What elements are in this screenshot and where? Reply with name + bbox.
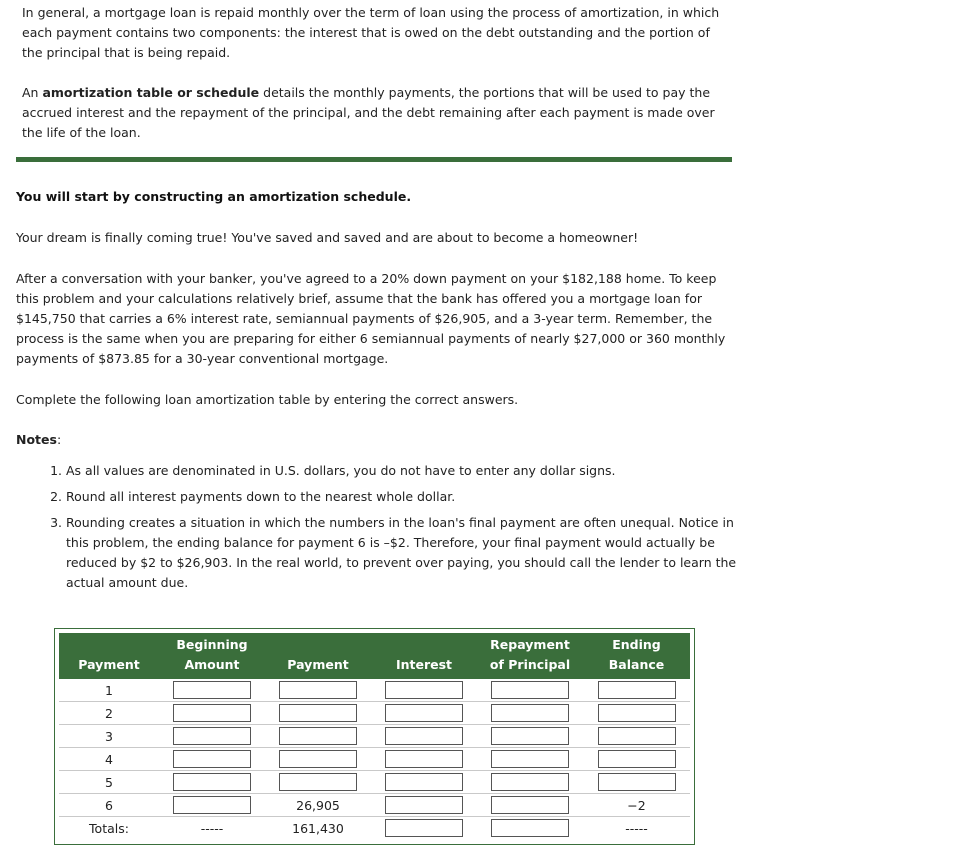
repayment-cell: [477, 679, 583, 702]
repayment-cell: [477, 725, 583, 748]
payment-cell: [265, 748, 371, 771]
payment-cell: [265, 702, 371, 725]
payment-cell: [265, 679, 371, 702]
totals-ending-dashes: -----: [625, 820, 648, 836]
intro-paragraph-2: [22, 83, 722, 143]
table-row: [59, 679, 690, 702]
intro-paragraph-1: In general, a mortgage loan is repaid monthly over the term of loan using the process of amortization, in which each payment contains two components: the interest that is owed on the debt outstanding and the portion of the principal that is being repaid.: [22, 5, 720, 60]
ending-balance-input[interactable]: [598, 773, 676, 791]
beginning-amount-input[interactable]: [173, 796, 251, 814]
totals-interest-input[interactable]: [385, 819, 463, 837]
ending-balance-input[interactable]: [598, 681, 676, 699]
instruction-paragraph: Complete the following loan amortization table by entering the correct answers.: [16, 392, 519, 407]
notes-heading: [16, 430, 61, 450]
payment-number: 5: [59, 771, 159, 794]
payment-number: 6: [59, 794, 159, 817]
header-repayment-line2: of Principal: [489, 657, 571, 672]
beginning-amount-input[interactable]: [173, 773, 251, 791]
ending-balance-cell: [583, 702, 690, 725]
intro-p2-prefix: An: [22, 85, 43, 100]
table-header-row: [59, 633, 690, 679]
beginning-amount-cell: [159, 725, 265, 748]
header-payment: Payment: [265, 633, 371, 679]
repayment-principal-input[interactable]: [491, 773, 569, 791]
repayment-principal-input[interactable]: [491, 704, 569, 722]
payment-cell: [265, 771, 371, 794]
beginning-amount-input[interactable]: [173, 750, 251, 768]
header-repayment-principal: [477, 633, 583, 679]
ending-balance-value: −2: [583, 794, 690, 817]
repayment-cell: [477, 771, 583, 794]
table-row: [59, 725, 690, 748]
payment-input[interactable]: [279, 704, 357, 722]
header-beginning-amount: [159, 633, 265, 679]
scenario-paragraph: After a conversation with your banker, you've agreed to a 20% down payment on your $182,188 home. To keep this problem and your calculations relatively brief, assume that the bank has offered you a mortgage loan for $145,750 that carries a 6% interest rate, semiannual payments of $26,905, and a 3-year term. Remember, the process is the same when you are preparing for either 6 semiannual payments of nearly $27,000 or 360 monthly payments of $873.85 for a 30-year conventional mortgage.: [16, 271, 726, 366]
interest-input[interactable]: [385, 681, 463, 699]
beginning-amount-cell: [159, 794, 265, 817]
repayment-principal-input[interactable]: [491, 796, 569, 814]
payment-number: 3: [59, 725, 159, 748]
interest-cell: [371, 771, 477, 794]
interest-input[interactable]: [385, 773, 463, 791]
header-ending-balance: [583, 633, 690, 679]
repayment-principal-input[interactable]: [491, 750, 569, 768]
payment-input[interactable]: [279, 773, 357, 791]
repayment-cell: [477, 794, 583, 817]
totals-label: Totals:: [89, 820, 129, 836]
ending-balance-input[interactable]: [598, 727, 676, 745]
interest-input[interactable]: [385, 796, 463, 814]
interest-cell: [371, 748, 477, 771]
ending-balance-cell: [583, 771, 690, 794]
repayment-cell: [477, 748, 583, 771]
payment-cell: [265, 725, 371, 748]
header-ending-line1: Ending: [612, 637, 661, 652]
totals-beginning-dashes: -----: [200, 820, 224, 836]
beginning-amount-input[interactable]: [173, 681, 251, 699]
totals-repayment-input[interactable]: [491, 819, 569, 837]
beginning-amount-cell: [159, 702, 265, 725]
header-beginning-line1: Beginning: [176, 637, 248, 652]
intro-p2-suffix: details the monthly payments, the portions that will be used to pay the accrued interest and the repayment of the principal, and the debt remaining after each payment is made over the life of the loan.: [22, 85, 715, 140]
interest-input[interactable]: [385, 727, 463, 745]
amortization-table-frame: [54, 628, 695, 845]
notes-colon: :: [56, 432, 62, 447]
payment-input[interactable]: [279, 681, 357, 699]
amortization-table: [59, 633, 690, 839]
totals-repayment-cell: [477, 817, 583, 840]
ending-balance-cell: [583, 725, 690, 748]
totals-row: [59, 817, 690, 840]
table-row: [59, 702, 690, 725]
repayment-principal-input[interactable]: [491, 727, 569, 745]
table-row: [59, 771, 690, 794]
header-ending-line2: Balance: [608, 657, 665, 672]
beginning-amount-cell: [159, 679, 265, 702]
dream-paragraph: Your dream is finally coming true! You've saved and saved and are about to become a homeowner!: [16, 230, 639, 245]
note-item: 1. As all values are denominated in U.S. dollars, you do not have to enter any dollar signs.: [66, 461, 756, 481]
totals-payment-value: 161,430: [292, 820, 344, 836]
note-item: 2. Round all interest payments down to the nearest whole dollar.: [66, 487, 756, 507]
ending-balance-input[interactable]: [598, 750, 676, 768]
beginning-amount-cell: [159, 748, 265, 771]
payment-number: 4: [59, 748, 159, 771]
interest-cell: [371, 702, 477, 725]
start-heading: You will start by constructing an amortization schedule.: [16, 189, 412, 204]
interest-cell: [371, 794, 477, 817]
ending-balance-cell: [583, 679, 690, 702]
beginning-amount-input[interactable]: [173, 704, 251, 722]
interest-input[interactable]: [385, 704, 463, 722]
notes-list: [26, 461, 756, 599]
beginning-amount-cell: [159, 771, 265, 794]
payment-number: 2: [59, 702, 159, 725]
payment-input[interactable]: [279, 750, 357, 768]
repayment-cell: [477, 702, 583, 725]
section-divider: [16, 157, 732, 162]
ending-balance-input[interactable]: [598, 704, 676, 722]
interest-cell: [371, 725, 477, 748]
header-payment-number: Payment: [59, 633, 159, 679]
beginning-amount-input[interactable]: [173, 727, 251, 745]
totals-interest-cell: [371, 817, 477, 840]
payment-input[interactable]: [279, 727, 357, 745]
note-item: 3. Rounding creates a situation in which the numbers in the loan's final payment are often unequal. Notice in this problem, the ending balance for payment 6 is –$2. Therefore, your final payment would actually be reduced by $2 to $26,903. In the real world, to prevent over paying, you should call the lender to learn the actual amount due.: [66, 513, 756, 593]
table-row: [59, 794, 690, 817]
payment-value: 26,905: [265, 794, 371, 817]
interest-cell: [371, 679, 477, 702]
amortization-term: amortization table or schedule: [42, 85, 260, 100]
ending-balance-cell: [583, 748, 690, 771]
notes-label: Notes: [16, 432, 57, 447]
interest-input[interactable]: [385, 750, 463, 768]
table-row: [59, 748, 690, 771]
repayment-principal-input[interactable]: [491, 681, 569, 699]
payment-number: 1: [59, 679, 159, 702]
header-repayment-line1: Repayment: [490, 637, 570, 652]
header-interest: Interest: [371, 633, 477, 679]
header-beginning-line2: Amount: [184, 657, 240, 672]
